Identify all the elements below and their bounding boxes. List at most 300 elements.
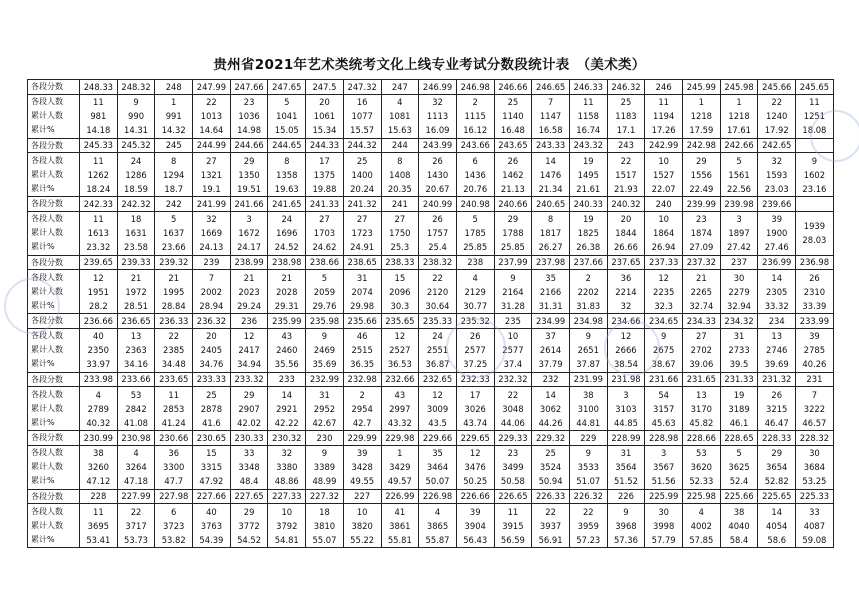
- score-cell: 240.98: [456, 197, 494, 212]
- count-value: 22: [130, 506, 142, 517]
- count-value: 31: [356, 272, 368, 283]
- count-value: 20: [620, 214, 632, 224]
- row-label-pct: 累计%: [31, 476, 55, 485]
- cumulative-value: 3499: [502, 462, 524, 472]
- percent-value: 16.12: [463, 125, 488, 135]
- cumulative-value: 2074: [351, 286, 373, 297]
- percent-value: 14.31: [124, 125, 149, 135]
- cumulative-value: 2120: [426, 286, 449, 297]
- cumulative-value: 3968: [615, 520, 637, 531]
- score-cell: 239.65: [80, 255, 118, 270]
- percent-value: 50.94: [538, 476, 563, 486]
- score-cell: 228.32: [796, 431, 834, 446]
- row-label-count: 各段人数: [31, 155, 63, 165]
- cumulative-value: 3564: [615, 462, 637, 472]
- percent-value: 43.5: [428, 417, 447, 428]
- score-cell: 227.99: [117, 489, 155, 504]
- percent-value: 35.56: [274, 359, 299, 369]
- percent-value: 15.05: [274, 125, 299, 135]
- score-cell: 230.99: [80, 431, 118, 446]
- count-block-cell: [645, 445, 683, 489]
- count-value: 11: [93, 155, 104, 166]
- count-block-cell: [607, 211, 645, 255]
- cumulative-value: 2279: [728, 286, 750, 297]
- percent-value: 34.76: [199, 359, 224, 369]
- percent-value: 40.26: [802, 359, 827, 369]
- count-value: 36: [168, 448, 180, 458]
- count-block-cell: [758, 504, 796, 548]
- count-block-cell: [796, 270, 834, 314]
- count-value: 25: [545, 448, 556, 458]
- score-cell: 231.66: [645, 372, 683, 387]
- cumulative-value: 2515: [351, 345, 373, 355]
- count-value: 29: [507, 214, 519, 224]
- score-cell: 240.99: [419, 197, 457, 212]
- count-value: 31: [620, 448, 632, 458]
- percent-value: 53.73: [124, 534, 149, 545]
- percent-value: 23.03: [764, 183, 789, 194]
- count-block-cell: [607, 445, 645, 489]
- count-block-cell: [645, 211, 683, 255]
- score-cell: 225.65: [758, 489, 796, 504]
- cumulative-value: 1757: [426, 228, 449, 238]
- percent-value: 45.82: [689, 417, 714, 428]
- count-block-cell: [456, 445, 494, 489]
- count-value: 7: [547, 97, 554, 107]
- score-cell: 246.32: [607, 80, 645, 95]
- score-cell: 236.65: [117, 314, 155, 329]
- count-block-cell: [683, 270, 721, 314]
- score-cell: 239.99: [683, 197, 721, 212]
- percent-value: 22.56: [727, 183, 752, 194]
- cumulative-value: 2166: [539, 286, 562, 297]
- count-value: 30: [658, 506, 669, 517]
- percent-value: 23.16: [802, 183, 827, 194]
- cumulative-value: 1951: [87, 286, 109, 297]
- cumulative-value: 1061: [313, 111, 336, 121]
- percent-value: 36.87: [425, 359, 450, 369]
- count-value: 21: [130, 272, 142, 283]
- score-cell: 231.33: [720, 372, 758, 387]
- percent-value: 46.57: [802, 417, 827, 428]
- score-cell: 228.65: [720, 431, 758, 446]
- score-cell: 226.66: [456, 489, 494, 504]
- cumulative-value: 1375: [313, 169, 336, 180]
- count-block-cell: [268, 211, 306, 255]
- count-value: 27: [356, 214, 368, 224]
- count-value: 6: [472, 155, 478, 166]
- percent-value: 55.87: [425, 534, 450, 545]
- count-block-cell: [306, 328, 344, 372]
- count-value: 2: [472, 97, 478, 107]
- cumulative-value: 1696: [276, 228, 298, 238]
- percent-value: 16.09: [425, 125, 450, 135]
- percent-value: 39.69: [764, 359, 789, 369]
- cumulative-value: 1844: [615, 228, 637, 238]
- percent-value: 57.79: [651, 534, 676, 545]
- percent-value: 44.26: [538, 417, 563, 428]
- cumulative-value: 990: [128, 111, 145, 121]
- percent-value: 27.09: [689, 242, 714, 252]
- percent-value: 36.35: [350, 359, 375, 369]
- row-label-pct: 累计%: [31, 534, 55, 544]
- score-cell: 226.98: [419, 489, 457, 504]
- count-block-cell: [80, 153, 118, 197]
- cumulative-value: 1785: [464, 228, 486, 238]
- percent-value: 26.66: [613, 242, 638, 252]
- score-cell: 243.33: [532, 138, 570, 153]
- count-block-cell: [494, 153, 532, 197]
- count-block-cell: [456, 94, 494, 138]
- count-value: 1: [171, 97, 177, 107]
- score-cell: 236.32: [193, 314, 231, 329]
- count-value: 26: [507, 155, 519, 166]
- count-block-row: [28, 270, 834, 314]
- count-block-cell: [80, 328, 118, 372]
- cumulative-value: 3157: [652, 403, 675, 414]
- cumulative-value: 2577: [502, 345, 524, 355]
- count-value: 5: [321, 272, 328, 283]
- count-value: 21: [168, 272, 180, 283]
- count-value: 40: [206, 506, 217, 517]
- cumulative-value: 1669: [200, 228, 223, 238]
- cumulative-value: 991: [165, 111, 182, 121]
- count-block-cell: [381, 270, 419, 314]
- score-cell: 226.32: [569, 489, 607, 504]
- score-cell: 227.66: [193, 489, 231, 504]
- count-block-cell: [607, 153, 645, 197]
- watermark-seal: [604, 320, 660, 376]
- score-cell: 232.66: [381, 372, 419, 387]
- score-cell: 246.98: [456, 80, 494, 95]
- count-block-cell: [494, 387, 532, 431]
- cumulative-value: 2129: [464, 286, 486, 297]
- count-value: 41: [394, 506, 406, 517]
- percent-value: 30.77: [463, 300, 488, 311]
- cumulative-value: 1041: [276, 111, 298, 121]
- count-block-cell: [532, 445, 570, 489]
- count-block-cell: [268, 94, 306, 138]
- cumulative-value: 3717: [125, 520, 147, 531]
- row-label-cum: 累计人数: [31, 169, 63, 179]
- count-block-cell: [645, 153, 683, 197]
- percent-value: 16.74: [576, 125, 601, 135]
- score-cell: 235: [494, 314, 532, 329]
- percent-value: 52.33: [689, 476, 714, 486]
- percent-value: 37.79: [538, 359, 563, 369]
- percent-value: 19.1: [202, 183, 221, 194]
- score-cell: 236.66: [80, 314, 118, 329]
- row-label-count: 各段人数: [31, 214, 63, 223]
- count-block-cell: [268, 387, 306, 431]
- score-cell: 232.65: [419, 372, 457, 387]
- count-block-cell: [683, 504, 721, 548]
- score-cell: 247.99: [193, 80, 231, 95]
- count-value: 14: [281, 389, 293, 400]
- count-block-cell: [419, 211, 457, 255]
- score-cell: 230: [306, 431, 344, 446]
- count-value: 14: [545, 389, 556, 400]
- cumulative-value: 2310: [803, 286, 826, 297]
- count-block-cell: [758, 94, 796, 138]
- count-block-cell: [758, 270, 796, 314]
- cumulative-value: 2002: [200, 286, 223, 297]
- percent-value: 38.54: [613, 359, 638, 369]
- cumulative-value: 3567: [652, 462, 675, 472]
- count-block-cell: [306, 445, 344, 489]
- score-cell: 244: [381, 138, 419, 153]
- count-value: 37: [545, 331, 556, 341]
- page-title: 贵州省2021年艺术类统考文化上线专业考试分数段统计表 （美术类）: [213, 57, 646, 73]
- score-cell: 234.66: [607, 314, 645, 329]
- count-block-cell: [155, 445, 193, 489]
- count-block-cell: [758, 328, 796, 372]
- score-cell: 238.99: [230, 255, 268, 270]
- percent-value: 51.07: [576, 476, 601, 486]
- count-block-cell: [193, 153, 231, 197]
- cumulative-value: 2614: [539, 345, 562, 355]
- count-value: 25: [620, 97, 632, 107]
- score-cell: 231.65: [683, 372, 721, 387]
- count-block-row: [28, 328, 834, 372]
- percent-value: 50.58: [500, 476, 525, 486]
- count-value: 35: [432, 448, 443, 458]
- count-block-cell: [607, 504, 645, 548]
- row-label-count: 各段人数: [31, 272, 63, 282]
- score-cell: 240.66: [494, 197, 532, 212]
- count-block-cell: [796, 445, 834, 489]
- row-label-cum: 累计人数: [31, 111, 63, 120]
- percent-value: 41.08: [124, 417, 149, 428]
- score-cell: 243.32: [569, 138, 607, 153]
- count-value: 39: [469, 506, 481, 517]
- count-block-cell: [381, 153, 419, 197]
- score-cell: 228.66: [683, 431, 721, 446]
- count-block-cell: [381, 94, 419, 138]
- score-distribution-table: [27, 79, 834, 548]
- cumulative-value: 2702: [690, 345, 712, 355]
- count-block-cell: [155, 270, 193, 314]
- cumulative-value: 2469: [313, 345, 336, 355]
- score-cell: 245.98: [720, 80, 758, 95]
- cumulative-value: 1430: [426, 169, 449, 180]
- cumulative-value: 4087: [803, 520, 826, 531]
- count-block-cell: [381, 387, 419, 431]
- count-block-cell: [306, 153, 344, 197]
- score-cell: 247.32: [343, 80, 381, 95]
- count-block-cell: [720, 328, 758, 372]
- count-block-cell: [193, 270, 231, 314]
- score-cell: 242: [155, 197, 193, 212]
- percent-value: 27.42: [727, 242, 752, 252]
- score-row: [28, 314, 834, 329]
- cumulative-value: 1218: [728, 111, 750, 121]
- cumulative-value: 2214: [615, 286, 637, 297]
- score-cell: 234.33: [683, 314, 721, 329]
- score-cell: 244.65: [268, 138, 306, 153]
- count-value: 2: [359, 389, 365, 400]
- cumulative-value: 3772: [238, 520, 260, 531]
- row-label-cum: 累计人数: [31, 403, 63, 413]
- count-block-cell: [343, 153, 381, 197]
- count-block-cell: [569, 445, 607, 489]
- count-value: 11: [658, 97, 669, 107]
- count-block-cell: [268, 270, 306, 314]
- score-cell: 238: [456, 255, 494, 270]
- score-cell: 233.99: [796, 314, 834, 329]
- count-value: 21: [281, 272, 293, 283]
- row-label-count: 各段人数: [31, 331, 63, 340]
- cumulative-value: 3654: [766, 462, 788, 472]
- score-cell: 245.99: [683, 80, 721, 95]
- cumulative-value: 1400: [351, 169, 373, 180]
- score-cell: 232.98: [343, 372, 381, 387]
- count-value: 26: [771, 389, 783, 400]
- cumulative-value: 3389: [313, 462, 336, 472]
- cumulative-value: 1436: [464, 169, 486, 180]
- cumulative-value: 1218: [690, 111, 712, 121]
- count-value: 4: [434, 506, 441, 517]
- score-cell: 246.66: [494, 80, 532, 95]
- count-value: 3: [246, 214, 252, 224]
- percent-value: 58.4: [729, 534, 749, 545]
- count-value: 39: [809, 331, 820, 341]
- percent-value: 47.18: [124, 476, 149, 486]
- cumulative-value: 1593: [766, 169, 788, 180]
- count-value: 4: [133, 448, 139, 458]
- score-cell: 226.99: [381, 489, 419, 504]
- percent-value: 23.32: [86, 242, 111, 252]
- count-value: 8: [397, 155, 403, 166]
- score-cell: 241.33: [306, 197, 344, 212]
- count-value: 32: [206, 214, 217, 224]
- percent-value: 32.94: [727, 300, 752, 311]
- score-cell: 241.99: [193, 197, 231, 212]
- score-cell: 243: [607, 138, 645, 153]
- score-cell: 231: [796, 372, 834, 387]
- percent-value: 57.85: [689, 534, 714, 545]
- score-cell: 242.32: [117, 197, 155, 212]
- count-value: 5: [736, 448, 742, 458]
- count-block-cell: [193, 387, 231, 431]
- score-cell: 242.33: [80, 197, 118, 212]
- count-block-cell: [80, 504, 118, 548]
- count-value: 2: [585, 272, 591, 283]
- score-cell: 226.33: [532, 489, 570, 504]
- score-cell: 234: [758, 314, 796, 329]
- cumulative-value: 2350: [87, 345, 109, 355]
- count-value: 38: [582, 389, 594, 400]
- cumulative-value: 1495: [577, 169, 599, 180]
- cumulative-value: 3810: [313, 520, 336, 531]
- cumulative-value: 3904: [464, 520, 486, 531]
- score-cell: 236.99: [758, 255, 796, 270]
- count-value: 22: [582, 506, 594, 517]
- score-cell: 240.32: [607, 197, 645, 212]
- percent-value: 16.58: [538, 125, 563, 135]
- percent-value: 58.6: [767, 534, 787, 545]
- count-value: 25: [356, 155, 368, 166]
- percent-value: 43.74: [463, 417, 488, 428]
- count-block-labels: [28, 94, 80, 138]
- cumulative-value: 1013: [200, 111, 223, 121]
- cumulative-value: 3222: [803, 403, 826, 414]
- cumulative-value: 1517: [615, 169, 637, 180]
- score-cell: 244.32: [343, 138, 381, 153]
- score-cell: 247: [381, 80, 419, 95]
- score-cell: 234.99: [532, 314, 570, 329]
- count-block-cell: [645, 387, 683, 431]
- count-block-cell: [532, 270, 570, 314]
- cumulative-value: 1631: [125, 228, 147, 238]
- percent-value: 46.1: [729, 417, 749, 428]
- score-cell: 226.65: [494, 489, 532, 504]
- score-cell: 235.65: [381, 314, 419, 329]
- score-cell: 238.33: [381, 255, 419, 270]
- count-block-cell: [494, 445, 532, 489]
- percent-value: 32.3: [654, 300, 673, 311]
- count-value: 15: [206, 448, 217, 458]
- cumulative-value: 3026: [464, 403, 486, 414]
- count-value: 32: [432, 97, 443, 107]
- count-value: 53: [130, 389, 142, 400]
- cumulative-value: 3865: [426, 520, 449, 531]
- cumulative-value: 3062: [539, 403, 562, 414]
- cumulative-value: 2954: [351, 403, 373, 414]
- percent-value: 47.92: [199, 476, 224, 486]
- score-cell: 248: [155, 80, 193, 95]
- score-row: [28, 255, 834, 270]
- percent-value: 19.88: [312, 183, 337, 194]
- count-block-cell: [80, 445, 118, 489]
- score-cell: 232: [532, 372, 570, 387]
- cumulative-value: 2733: [728, 345, 750, 355]
- score-cell: 225.33: [796, 489, 834, 504]
- cumulative-value: 1140: [502, 111, 524, 121]
- percent-value: 44.85: [613, 417, 638, 428]
- count-value: 9: [321, 331, 328, 341]
- cumulative-value: 2096: [389, 286, 411, 297]
- count-value: 33: [243, 448, 255, 458]
- count-block-cell: [343, 94, 381, 138]
- count-value: 14: [545, 155, 556, 166]
- cumulative-value: 2164: [502, 286, 524, 297]
- count-block-cell: [155, 504, 193, 548]
- row-label-pct: 累计%: [31, 125, 55, 134]
- cumulative-value: 1897: [728, 228, 750, 238]
- percent-value: 45.63: [651, 417, 676, 428]
- count-value: 12: [620, 331, 632, 341]
- percent-value: 51.52: [613, 476, 638, 486]
- score-cell: 242.65: [758, 138, 796, 153]
- count-value: 33: [809, 506, 820, 517]
- score-row-label: 各段分数: [28, 314, 80, 329]
- count-block-cell: [117, 270, 155, 314]
- cumulative-value: 1240: [766, 111, 788, 121]
- percent-value: 17.26: [651, 125, 676, 135]
- cumulative-value: 1900: [766, 228, 788, 238]
- cumulative-value: 3937: [539, 520, 562, 531]
- count-value: 32: [281, 448, 293, 458]
- count-value: 32: [771, 155, 783, 166]
- percent-value: 37.87: [576, 359, 601, 369]
- cumulative-value: 2363: [125, 345, 147, 355]
- cumulative-value: 2666: [615, 345, 637, 355]
- cumulative-value: 3103: [615, 403, 637, 414]
- score-cell: 241.65: [268, 197, 306, 212]
- count-block-cell: [758, 153, 796, 197]
- percent-value: 44.06: [500, 417, 525, 428]
